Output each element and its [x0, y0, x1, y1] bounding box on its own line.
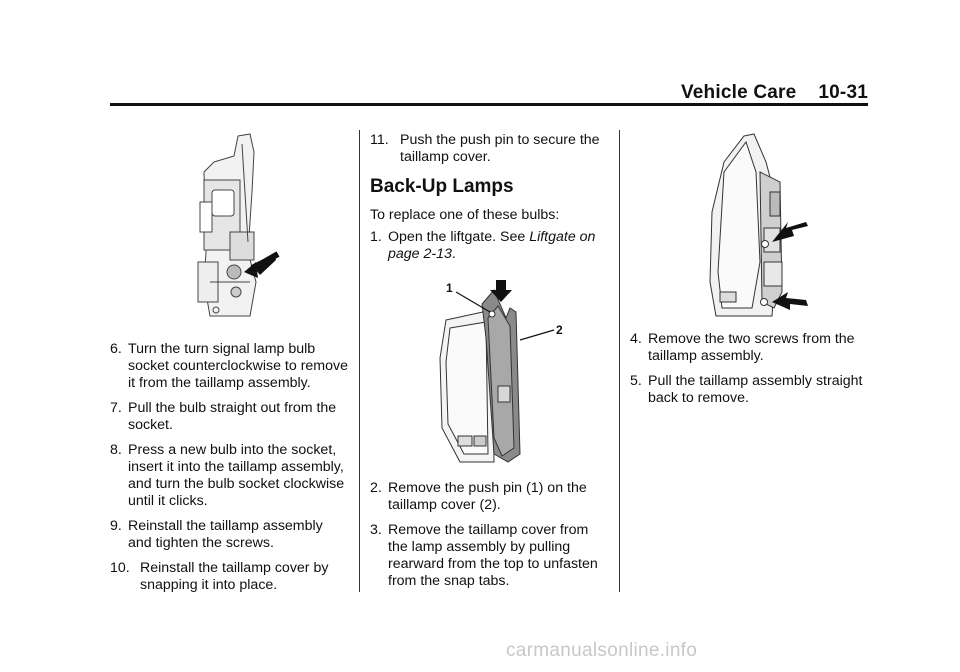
- callout-2: 2: [556, 323, 563, 337]
- step-10: [110, 560, 350, 594]
- header-rule: [110, 103, 868, 106]
- step-4: [630, 331, 870, 365]
- step-text-pre: Open the liftgate. See: [388, 229, 530, 245]
- step-text: [388, 229, 595, 262]
- step-8: [110, 442, 350, 510]
- step-text: Pull the taillamp assembly straight back to remove.: [648, 373, 863, 406]
- step-number: 4.: [630, 331, 642, 347]
- step-11-block: [370, 132, 610, 174]
- step-number: 6.: [110, 341, 122, 357]
- column-divider-1: [359, 130, 360, 592]
- liftgate-link[interactable]: Liftgate on page 2-13: [388, 229, 596, 262]
- intro-text: To replace one of these bulbs:: [370, 207, 560, 223]
- step-number: 8.: [110, 442, 122, 458]
- step-number: 11.: [370, 132, 389, 148]
- step-number: 3.: [370, 522, 382, 538]
- step-text: Remove the push pin (1) on the taillamp cover (2).: [388, 480, 587, 513]
- step-2: [370, 480, 610, 514]
- callout-1: 1: [446, 281, 453, 295]
- step-number: 7.: [110, 400, 122, 416]
- step-1: [370, 229, 610, 263]
- watermark: carmanualsonline.info: [506, 640, 698, 661]
- step-text-post: .: [451, 246, 456, 262]
- steps-col-3: [630, 331, 870, 415]
- step-5: [630, 373, 870, 407]
- step-number: 2.: [370, 480, 382, 496]
- taillamp-cover-figure: [436, 278, 572, 468]
- step-3: [370, 522, 610, 590]
- step-text: Reinstall the taillamp assembly and tighten the screws.: [128, 518, 323, 551]
- steps-col-2: [370, 480, 610, 598]
- step-1-block: [370, 229, 610, 271]
- step-7: [110, 400, 350, 434]
- step-number: 5.: [630, 373, 642, 389]
- step-text: Push the push pin to secure the taillamp cover.: [400, 132, 600, 165]
- step-number: 9.: [110, 518, 122, 534]
- step-11: [370, 132, 610, 166]
- column-divider-2: [619, 130, 620, 592]
- step-text: Remove the two screws from the taillamp assembly.: [648, 331, 855, 364]
- steps-col-1: [110, 341, 350, 602]
- step-9: [110, 518, 350, 552]
- page-number: 10-31: [818, 82, 868, 103]
- taillamp-screws-figure: [704, 132, 810, 322]
- section-name: Vehicle Care: [680, 82, 797, 103]
- step-text: Pull the bulb straight out from the socket.: [128, 400, 337, 433]
- step-text: Reinstall the taillamp cover by snapping it into place.: [140, 560, 329, 593]
- step-text: Press a new bulb into the socket, insert it into the taillamp assembly, and turn the bulb socket clockwise until it clicks.: [128, 442, 345, 509]
- taillamp-socket-figure: [190, 132, 284, 318]
- step-6: [110, 341, 350, 392]
- section-title: Back-Up Lamps: [370, 176, 514, 197]
- step-number: 1.: [370, 229, 382, 245]
- step-text: Remove the taillamp cover from the lamp assembly by pulling rearward from the top to unfasten from the snap tabs.: [388, 522, 598, 589]
- step-text: Turn the turn signal lamp bulb socket counterclockwise to remove it from the taillamp assembly.: [128, 341, 348, 391]
- step-number: 10.: [110, 560, 130, 576]
- header-title: [681, 82, 868, 104]
